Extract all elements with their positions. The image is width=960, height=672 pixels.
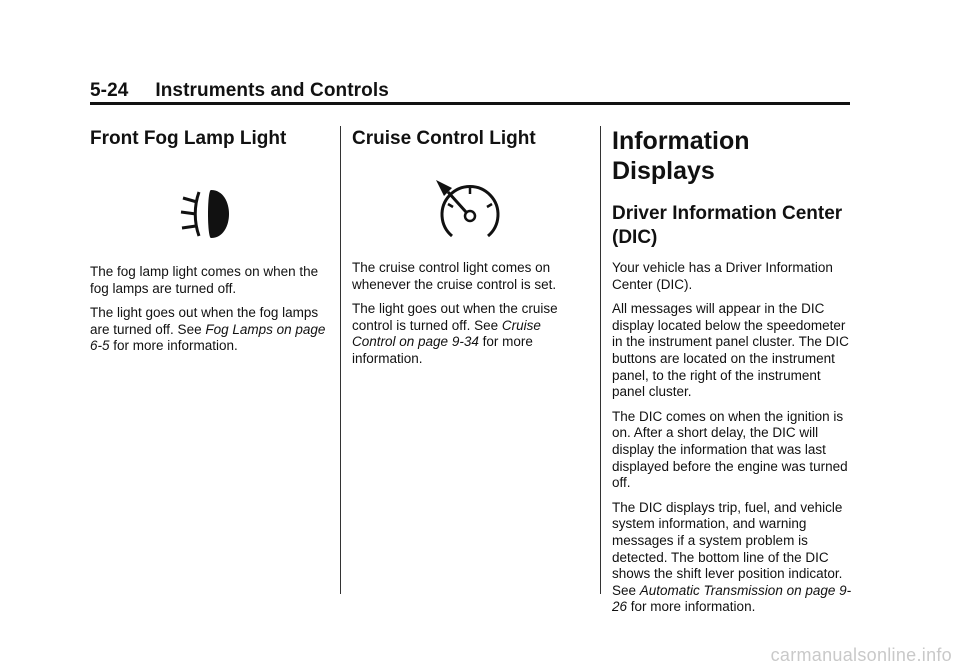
dic-paragraph-4 [612, 500, 854, 616]
cruise-control-paragraph-2 [352, 301, 580, 367]
dic-paragraph-2: All messages will appear in the DIC display located below the speedometer in the instrument panel cluster. The DIC buttons are located on the instrument panel, to the right of the instrument panel cluster. [612, 301, 849, 400]
fog-lamp-reference-link[interactable]: Fog Lamps on page 6-5 [90, 321, 326, 354]
cruise-control-title: Cruise Control Light [352, 128, 536, 149]
cruise-control-p2-tail: for more information. [352, 334, 533, 366]
page-header-title: 5-24 Instruments and Controls [90, 80, 389, 101]
fog-lamp-icon [177, 184, 241, 244]
cruise-control-paragraph-1: The cruise control light comes on whenever the cruise control is set. [352, 260, 557, 292]
cruise-control-icon-wrap [352, 174, 580, 244]
header-rule [90, 102, 850, 105]
fog-lamp-p2-tail: for more information. [109, 338, 238, 354]
information-displays-title: Information Displays [612, 127, 750, 185]
dic-reference-link[interactable]: Automatic Transmission on page 9-26 [612, 582, 852, 615]
fog-lamp-p2-lead: The light goes out when the fog lamps are turned off. See [90, 305, 319, 337]
dic-p4-tail: for more information. [627, 599, 756, 615]
cruise-control-section [352, 126, 580, 376]
column-divider-1 [340, 126, 341, 594]
cruise-control-reference-link[interactable]: Cruise Control on page 9-34 [352, 317, 541, 350]
dic-paragraph-1: Your vehicle has a Driver Information Center (DIC). [612, 260, 833, 292]
column-divider-2 [600, 126, 601, 594]
watermark: carmanualsonline.info [770, 645, 952, 665]
fog-lamp-section [90, 126, 328, 363]
cruise-control-icon [426, 174, 506, 244]
fog-lamp-paragraph-1: The fog lamp light comes on when the fog lamps are turned off. [90, 264, 319, 296]
information-displays-section [612, 126, 854, 624]
dic-subtitle: Driver Information Center (DIC) [612, 203, 843, 248]
fog-lamp-paragraph-2 [90, 305, 328, 355]
fog-lamp-title: Front Fog Lamp Light [90, 128, 287, 149]
page-header [90, 80, 850, 102]
dic-paragraph-3: The DIC comes on when the ignition is on. After a short delay, the DIC will display the information that was last displayed before the engine was turned off. [612, 408, 848, 491]
fog-lamp-icon-wrap [90, 184, 328, 244]
cruise-control-p2-lead: The light goes out when the cruise control is turned off. See [352, 301, 558, 333]
dic-p4-lead: The DIC displays trip, fuel, and vehicle system information, and warning messages if a system problem is detected. The bottom line of the DIC shows the shift lever position indicator. See [612, 499, 843, 598]
